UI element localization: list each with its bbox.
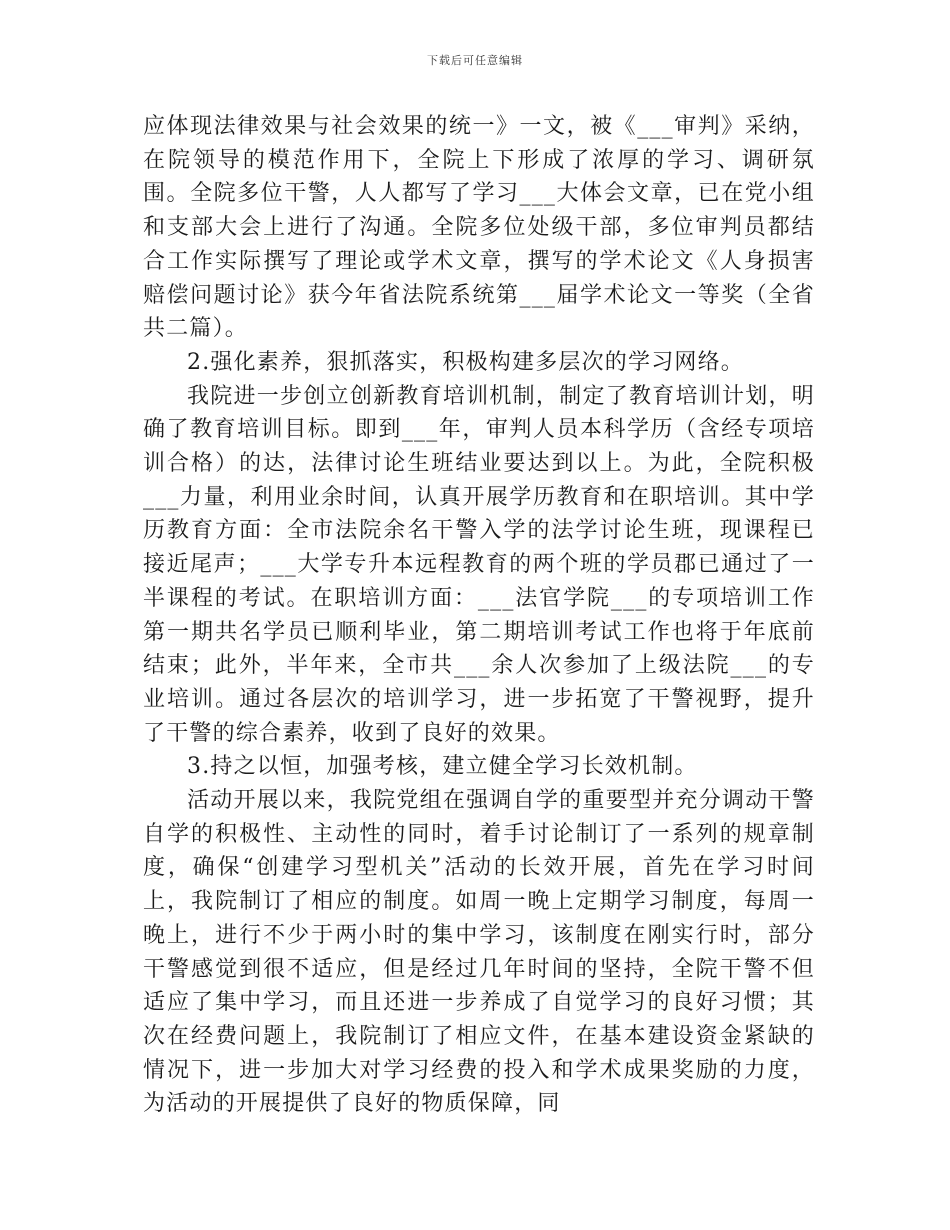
section-heading-2: 2.强化素养，狠抓落实，积极构建多层次的学习网络。 — [187, 349, 744, 375]
paragraph-mechanism: 活动开展以来，我院党组在强调自学的重要型并充分调动干警自学的积极性、主动性的同时，着手讨论制订了一系列的规章制度，确保“创建学习型机关”活动的长效开展，首先在学习时间上，我院制订了相应的制度。如周一晚上定期学习制度，每周一晚上，进行不少于两小时的集中学习，该制度在刚实行时，部分干警感觉到很不适应，但是经过几年时间的坚持，全院干警不但适应了集中学习，而且还进一步养成了自觉学习的良好习惯；其次在经费问题上，我院制订了相应文件，在基本建设资金紧缺的情况下，进一步加大对学习经费的投入和学术成果奖励的力度，为活动的开展提供了良好的物质保障，同 — [143, 788, 815, 1117]
document-body — [143, 110, 815, 1121]
section-heading-3: 3.持之以恒，加强考核，建立健全学习长效机制。 — [187, 754, 698, 780]
paragraph-continuation: 应体现法律效果与社会效果的统一》一文，被《___审判》采纳，在院领导的模范作用下，全院上下形成了浓厚的学习、调研氛围。全院多位干警，人人都写了学习___大体会文章，已在党小组和支部大会上进行了沟通。全院多位处级干部，多位审判员都结合工作实际撰写了理论或学术文章，撰写的学术论文《人身损害赔偿问题讨论》获今年省法院系统第___届学术论文一等奖（全省共二篇）。 — [143, 114, 815, 342]
paragraph-training: 我院进一步创立创新教育培训机制，制定了教育培训计划，明确了教育培训目标。即到___年，审判人员本科学历（含经专项培训合格）的达，法律讨论生班结业要达到以上。为此，全院积极___力量，利用业余时间，认真开展学历教育和在职培训。其中学历教育方面：全市法院余名干警入学的法学讨论生班，现课程已接近尾声；___大学专升本远程教育的两个班的学员郡已通过了一半课程的考试。在职培训方面：___法官学院___的专项培训工作第一期共名学员已顺利毕业，第二期培训考试工作也将于年底前结束；此外，半年来，全市共___余人次参加了上级法院___的专业培训。通过各层次的培训学习，进一步拓宽了干警视野，提升了干警的综合素养，收到了良好的效果。 — [143, 383, 815, 746]
page-header: 下载后可任意编辑 — [427, 54, 523, 67]
